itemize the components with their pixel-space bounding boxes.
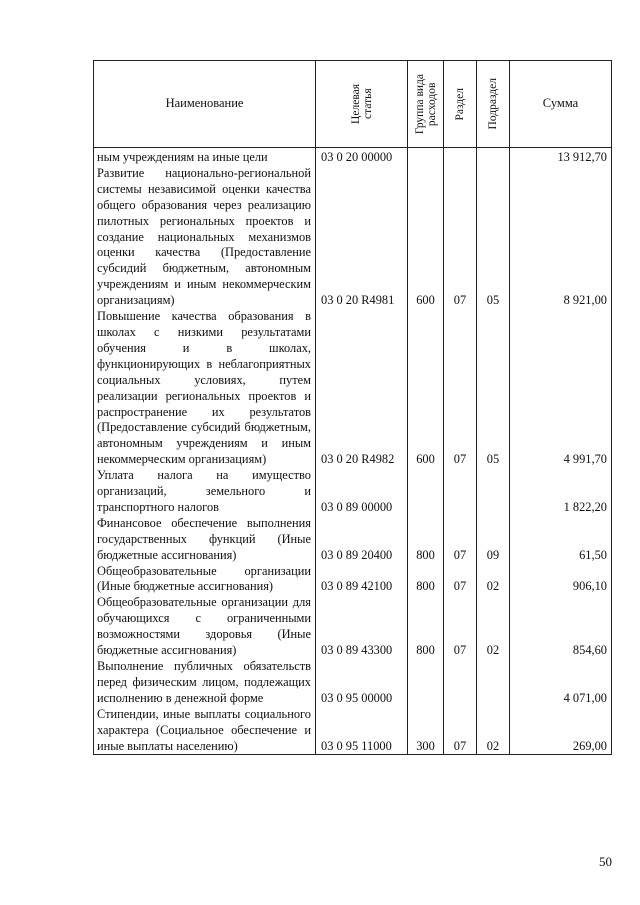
cell-section: 07 — [444, 564, 477, 596]
table-row — [94, 309, 612, 468]
cell-name: Выполнение публичных обязательств перед физическим лицом, подлежащих исполнению в денежной форме — [94, 659, 316, 707]
cell-target-article: 03 0 89 00000 — [316, 468, 408, 516]
cell-subsection: 05 — [477, 309, 510, 468]
cell-amount: 906,10 — [510, 564, 612, 596]
cell-expense-group — [408, 659, 444, 707]
cell-section: 07 — [444, 516, 477, 564]
cell-name: Общеобразовательные организации для обучающихся с ограниченными возможностями здоровья (Иные бюджетные ассигнования) — [94, 595, 316, 659]
cell-expense-group — [408, 148, 444, 166]
header-amount: Сумма — [510, 61, 612, 148]
cell-subsection: 02 — [477, 707, 510, 755]
table-row — [94, 595, 612, 659]
cell-target-article: 03 0 95 00000 — [316, 659, 408, 707]
header-target-article — [316, 61, 408, 148]
cell-expense-group — [408, 468, 444, 516]
cell-amount: 13 912,70 — [510, 148, 612, 166]
header-target-article-label: Целевая статья — [349, 84, 374, 124]
table-row — [94, 564, 612, 596]
header-name: Наименование — [94, 61, 316, 148]
cell-expense-group: 800 — [408, 564, 444, 596]
cell-expense-group: 600 — [408, 309, 444, 468]
table-row — [94, 516, 612, 564]
cell-subsection — [477, 148, 510, 166]
cell-target-article: 03 0 20 R4982 — [316, 309, 408, 468]
cell-target-article: 03 0 20 R4981 — [316, 166, 408, 309]
cell-subsection: 09 — [477, 516, 510, 564]
cell-subsection — [477, 468, 510, 516]
header-subsection — [477, 61, 510, 148]
table-header — [94, 61, 612, 148]
cell-section: 07 — [444, 309, 477, 468]
cell-amount: 269,00 — [510, 707, 612, 755]
cell-amount: 8 921,00 — [510, 166, 612, 309]
cell-name: Финансовое обеспечение выполнения государственных функций (Иные бюджетные ассигнования) — [94, 516, 316, 564]
cell-expense-group: 800 — [408, 595, 444, 659]
header-section — [444, 61, 477, 148]
header-subsection-label: Подраздел — [487, 78, 499, 130]
header-expense-group — [408, 61, 444, 148]
cell-subsection: 05 — [477, 166, 510, 309]
table-row — [94, 659, 612, 707]
cell-amount: 854,60 — [510, 595, 612, 659]
header-section-label: Раздел — [454, 87, 466, 121]
cell-name: Развитие национально-региональной системы независимой оценки качества общего образования через реализацию пилотных региональных проектов и создание национальных механизмов оценки качества (Предоставление субсидий бюджетным, автономным учреждениям и иным некоммерческим организациям) — [94, 166, 316, 309]
cell-target-article: 03 0 20 00000 — [316, 148, 408, 166]
page-number: 50 — [599, 854, 612, 869]
cell-expense-group: 800 — [408, 516, 444, 564]
cell-name: Общеобразовательные организации (Иные бюджетные ассигнования) — [94, 564, 316, 596]
table-row — [94, 166, 612, 309]
cell-target-article: 03 0 89 20400 — [316, 516, 408, 564]
cell-name: Уплата налога на имущество организаций, земельного и транспортного налогов — [94, 468, 316, 516]
cell-target-article: 03 0 89 42100 — [316, 564, 408, 596]
budget-table — [93, 60, 612, 755]
cell-section — [444, 148, 477, 166]
table-row — [94, 148, 612, 166]
cell-section — [444, 468, 477, 516]
cell-expense-group: 600 — [408, 166, 444, 309]
cell-subsection: 02 — [477, 595, 510, 659]
cell-name: Стипендии, иные выплаты социального характера (Социальное обеспечение и иные выплаты населению) — [94, 707, 316, 755]
cell-name: ным учреждениям на иные цели — [94, 148, 316, 166]
cell-section: 07 — [444, 707, 477, 755]
cell-name: Повышение качества образования в школах с низкими результатами обучения и в школах, функционирующих в неблагоприятных социальных условиях, путем реализации региональных проектов и распространение их результатов (Предоставление субсидий бюджетным, автономным учреждениям и иным некоммерческим организациям) — [94, 309, 316, 468]
cell-target-article: 03 0 89 43300 — [316, 595, 408, 659]
table-body — [94, 148, 612, 755]
cell-target-article: 03 0 95 11000 — [316, 707, 408, 755]
cell-amount: 4 991,70 — [510, 309, 612, 468]
table-row — [94, 468, 612, 516]
cell-section — [444, 659, 477, 707]
table-row — [94, 707, 612, 755]
cell-amount: 1 822,20 — [510, 468, 612, 516]
cell-amount: 4 071,00 — [510, 659, 612, 707]
cell-section: 07 — [444, 595, 477, 659]
cell-subsection: 02 — [477, 564, 510, 596]
header-expense-group-label: Группа вида расходов — [413, 73, 438, 135]
cell-expense-group: 300 — [408, 707, 444, 755]
cell-section: 07 — [444, 166, 477, 309]
cell-amount: 61,50 — [510, 516, 612, 564]
cell-subsection — [477, 659, 510, 707]
